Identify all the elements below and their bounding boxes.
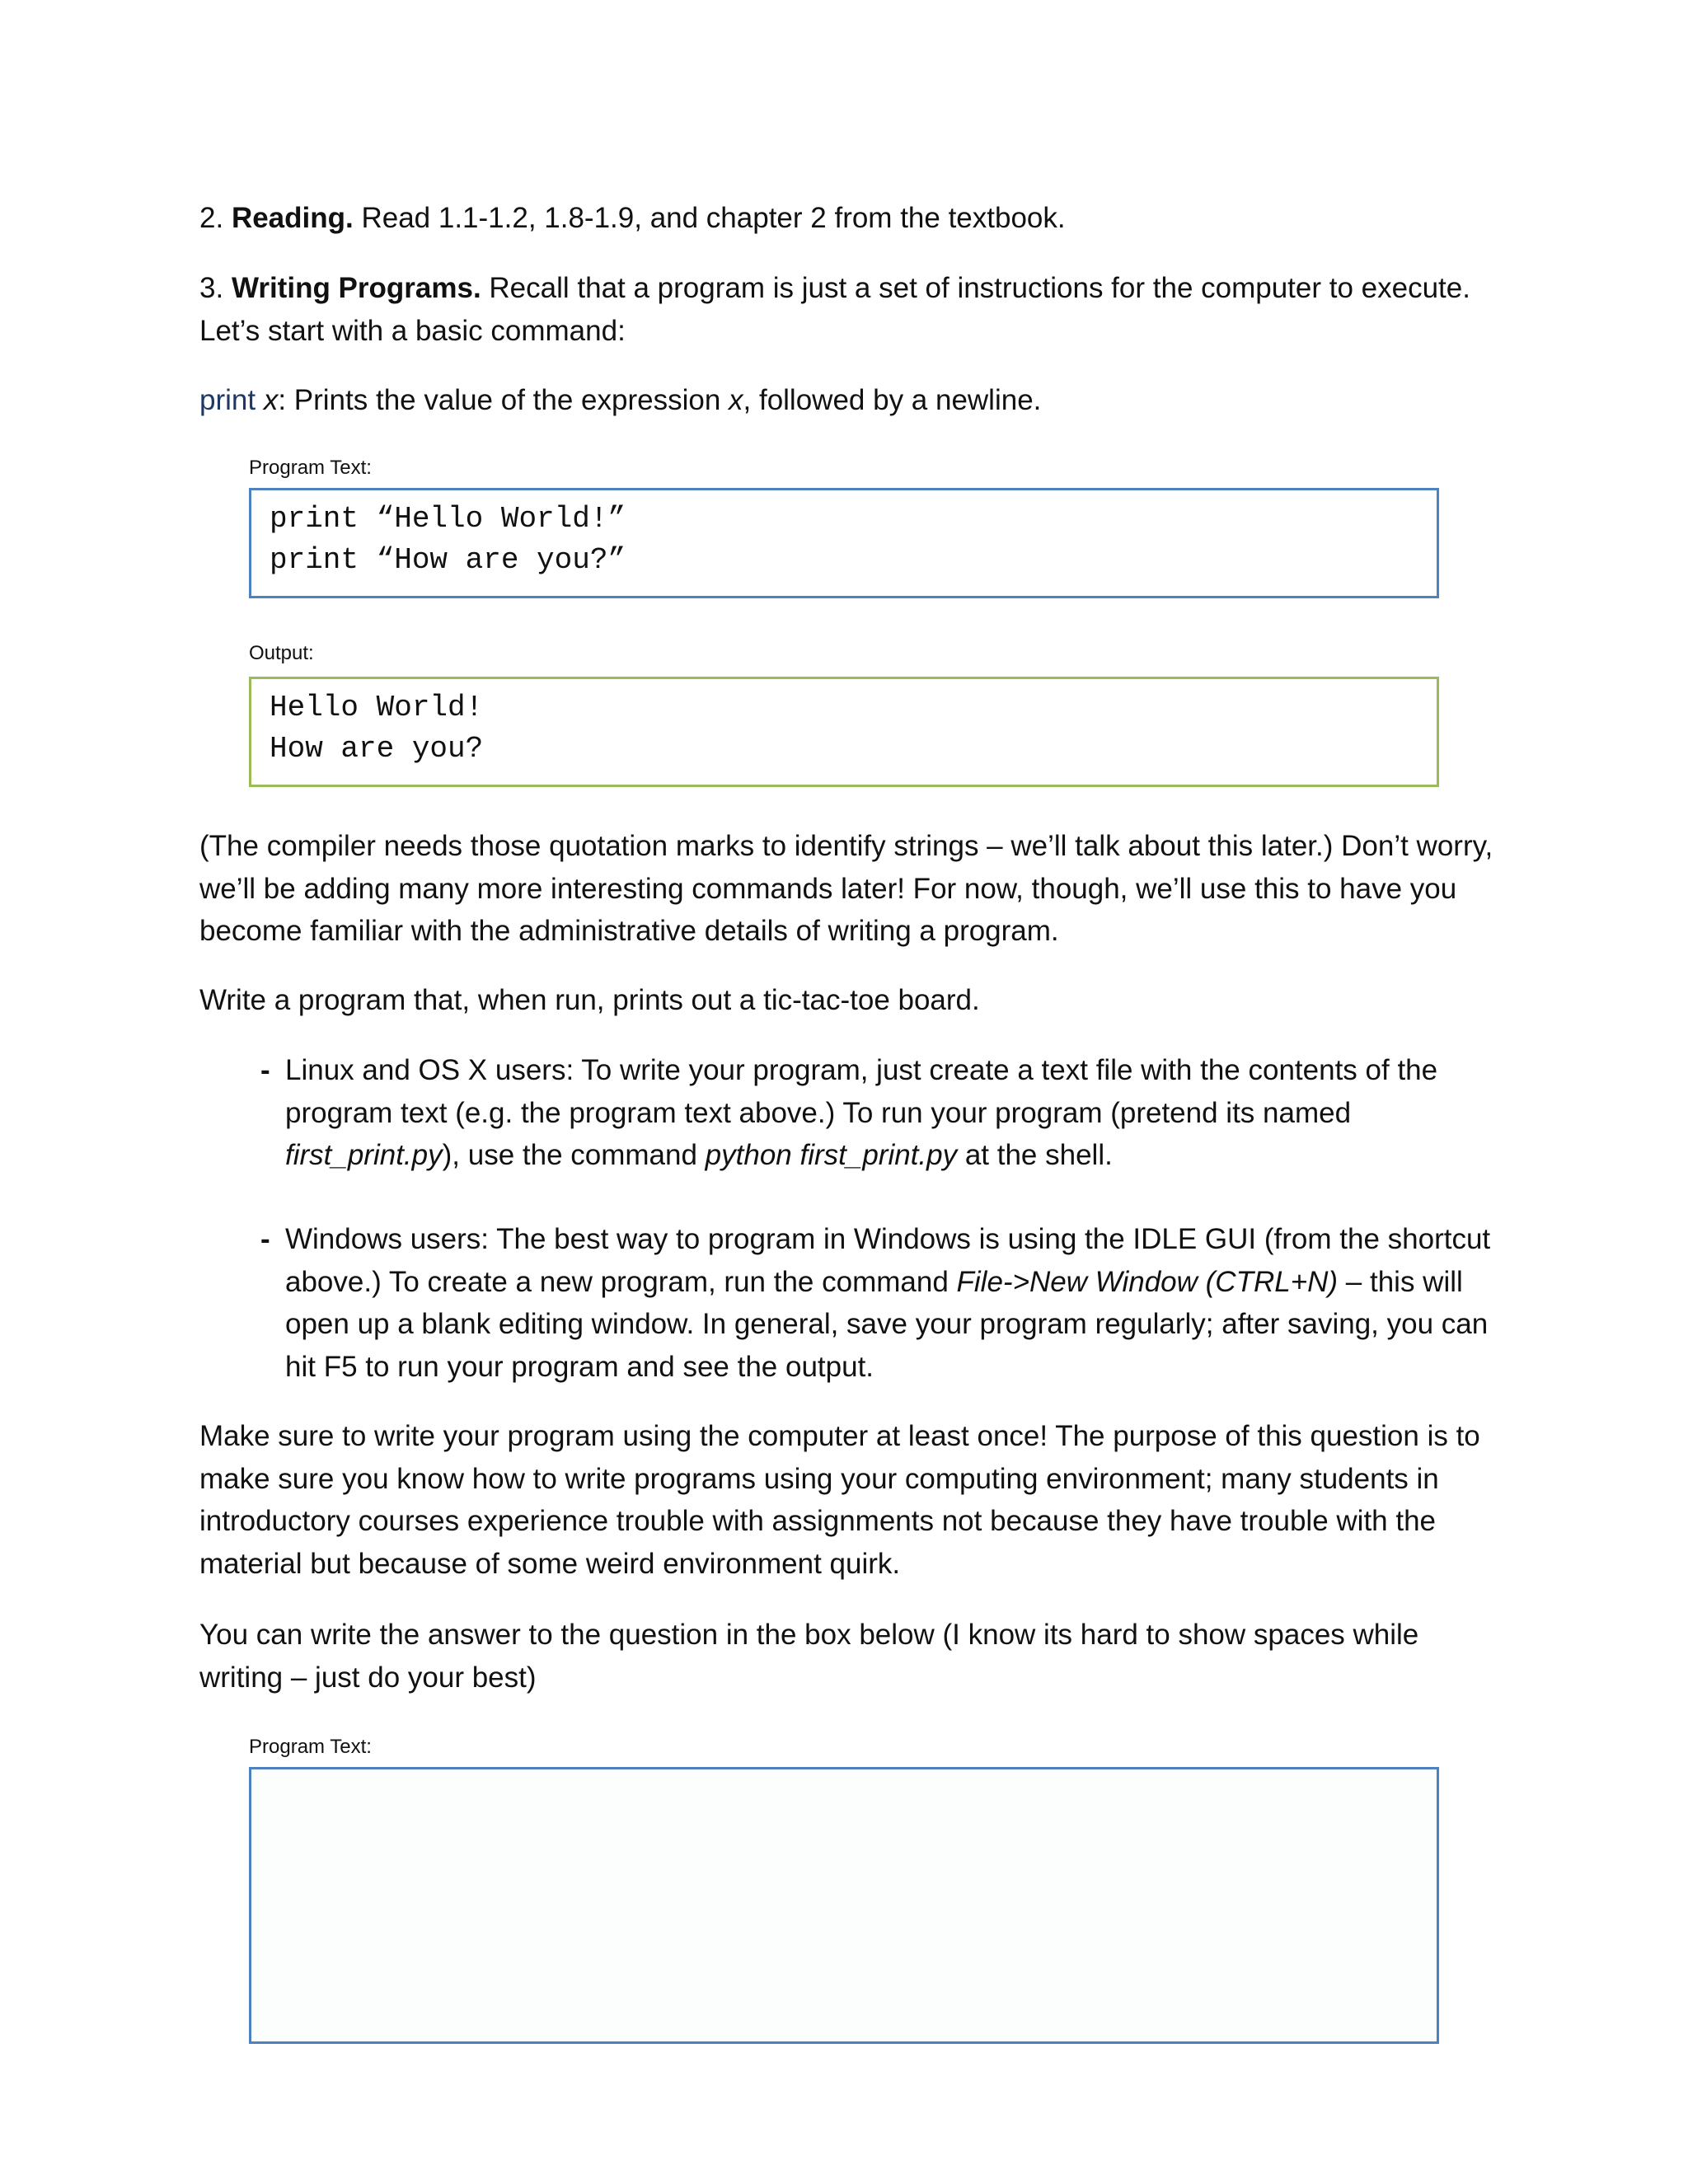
- writing-paragraph: [199, 267, 1502, 352]
- command-desc-before: : Prints the value of the expression: [278, 384, 729, 416]
- linux-file: first_print.py: [285, 1139, 443, 1171]
- output-line: How are you?: [270, 732, 484, 766]
- writing-number: 3.: [199, 272, 224, 304]
- reading-text: Read 1.1-1.2, 1.8-1.9, and chapter 2 from the textbook.: [361, 202, 1066, 234]
- program-line: print “Hello World!”: [270, 502, 626, 536]
- compiler-paragraph: (The compiler needs those quotation marks to identify strings – we’ll talk about this later.) Don’t worry, we’ll be adding many more interesting commands later! For now, though, we’ll use this to have you become familiar with the administrative details of writing a program.: [199, 830, 1493, 947]
- answer-paragraph: You can write the answer to the question in the box below (I know its hard to show spaces while writing – just do your best): [199, 1619, 1419, 1694]
- command-description: [199, 379, 1502, 422]
- bullet-marker: -: [260, 1223, 270, 1255]
- windows-bullet-text: [285, 1218, 1505, 1388]
- command-keyword: print: [199, 384, 256, 416]
- output-caption: Output:: [249, 642, 314, 664]
- linux-text-1: Linux and OS X users: To write your program, just create a text file with the contents of the program text (e.g. the program text above.) To run your program (pretend its named: [285, 1054, 1438, 1129]
- linux-cmd: python first_print.py: [705, 1139, 958, 1171]
- program-line: print “How are you?”: [270, 543, 626, 577]
- linux-text-2: ), use the command: [442, 1139, 706, 1171]
- task-paragraph: Write a program that, when run, prints out a tic-tac-toe board.: [199, 984, 980, 1016]
- reading-paragraph: [199, 197, 1502, 240]
- answer-box[interactable]: [249, 1767, 1439, 2044]
- command-desc-arg: x: [729, 384, 743, 416]
- program-text-box: [249, 488, 1439, 598]
- linux-bullet-text: [285, 1049, 1505, 1177]
- reading-heading: Reading.: [231, 202, 354, 234]
- bullet-marker: -: [260, 1054, 270, 1086]
- command-arg: x: [263, 384, 279, 416]
- windows-text-1: Windows users: The best way to program in Windows is using the IDLE GUI (from the shortcut above.) To create a new program, run the command: [285, 1223, 1491, 1298]
- answer-caption: Program Text:: [249, 1736, 372, 1758]
- reading-number: 2.: [199, 202, 224, 234]
- output-line: Hello World!: [270, 691, 484, 724]
- program-text-caption: Program Text:: [249, 457, 372, 479]
- linux-text-3: at the shell.: [957, 1139, 1113, 1171]
- windows-cmd: File->New Window (CTRL+N): [956, 1265, 1339, 1298]
- output-box: [249, 677, 1439, 787]
- make-sure-paragraph: Make sure to write your program using the computer at least once! The purpose of this question is to make sure you know how to write programs using your computing environment; many students in introductory courses experience trouble with assignments not because they have trouble with the material but because of some weird environment quirk.: [199, 1420, 1480, 1580]
- writing-heading: Writing Programs.: [231, 272, 481, 304]
- windows-text-2: – this will open up a blank editing window. In general, save your program regularly; after saving, you can hit F5 to run your program and see the output.: [285, 1265, 1489, 1383]
- command-desc-after: , followed by a newline.: [743, 384, 1042, 416]
- writing-text: Recall that a program is just a set of instructions for the computer to execute. Let’s start with a basic command:: [199, 272, 1470, 347]
